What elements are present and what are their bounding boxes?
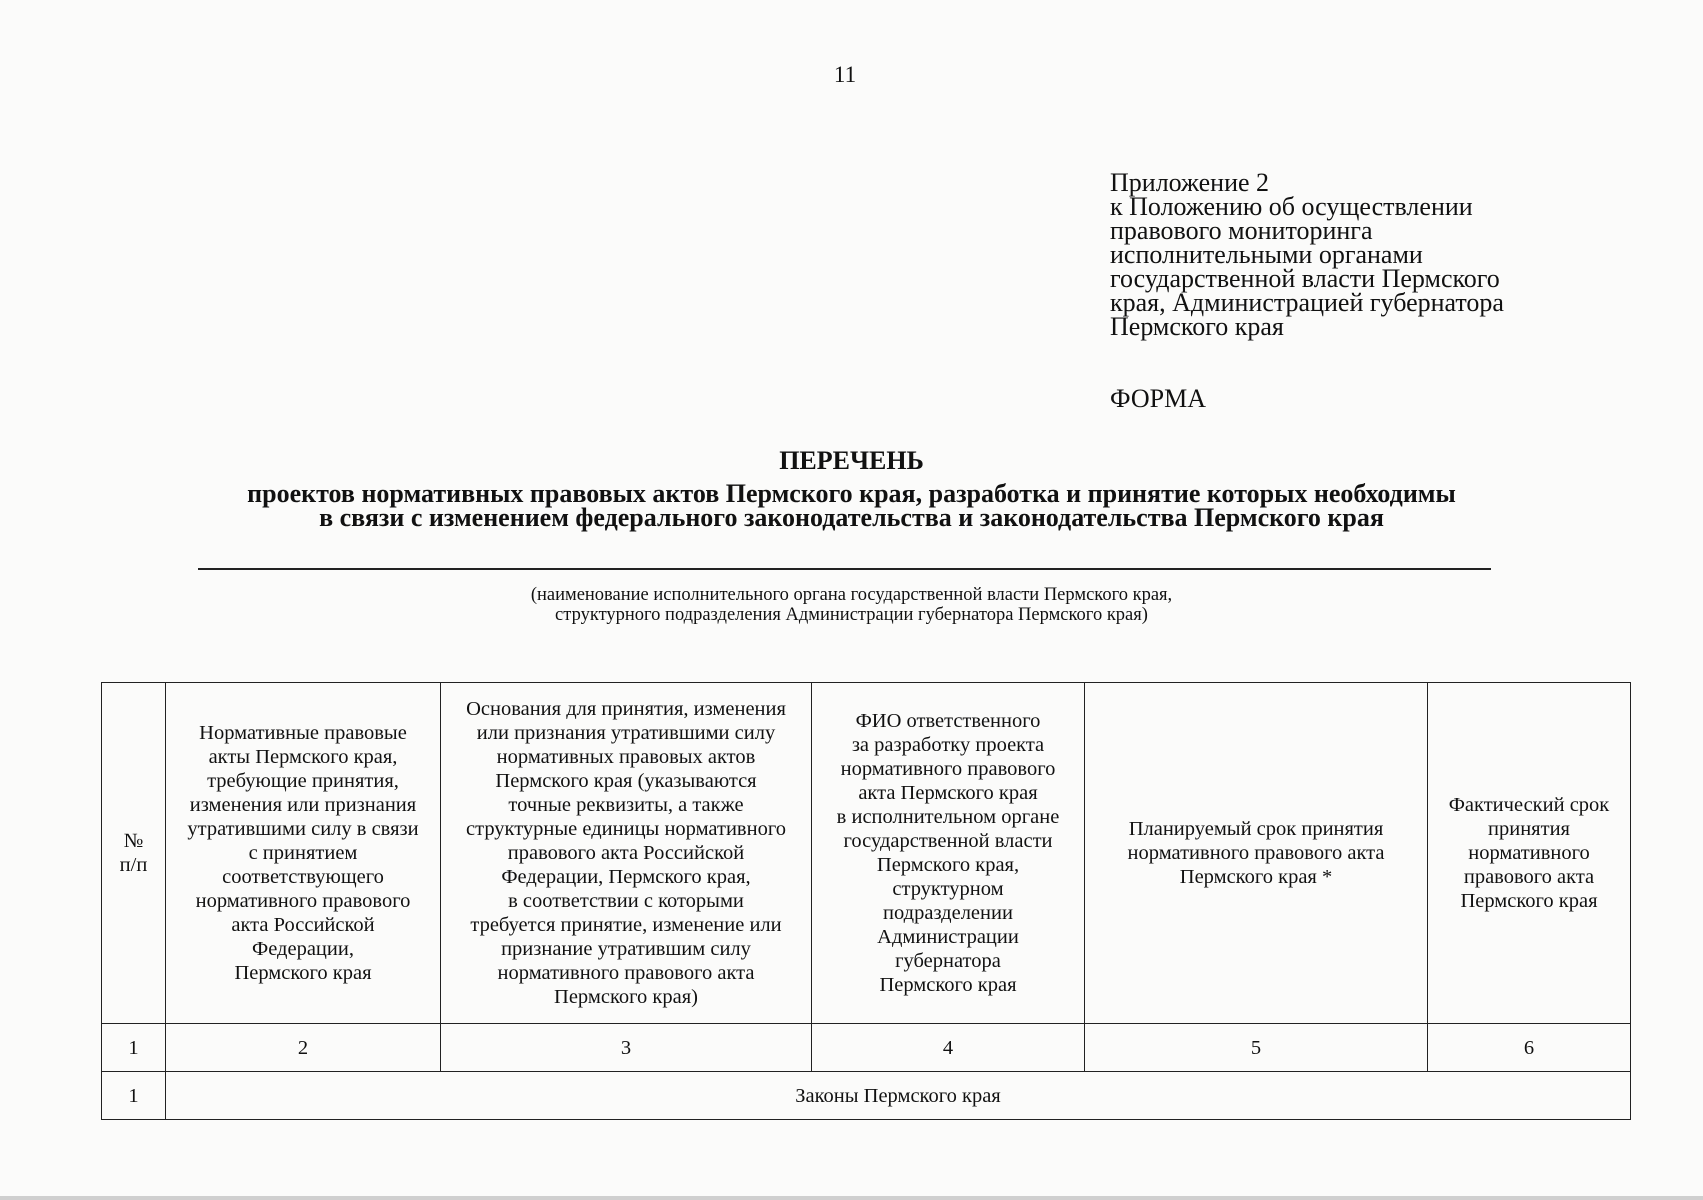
form-table <box>101 682 1631 1120</box>
table-header-row <box>102 683 1631 1024</box>
document-subtitle <box>0 479 1703 532</box>
header-cell-number: № п/п <box>102 683 166 1024</box>
appendix-line: исполнительными органами <box>1110 240 1423 269</box>
column-numbers-row <box>102 1024 1631 1072</box>
document-title: ПЕРЕЧЕНЬ <box>779 446 924 475</box>
column-number-cell: 4 <box>812 1024 1085 1072</box>
appendix-line: Пермского края <box>1110 312 1284 341</box>
page-number: 11 <box>833 62 857 87</box>
column-number-cell: 3 <box>441 1024 812 1072</box>
column-number-cell: 2 <box>166 1024 441 1072</box>
header-cell-grounds: Основания для принятия, изменения или признания утратившими силу нормативных правовых актов Пермского края (указываются точные реквизиты, а также структурные единицы нормативного правового акта Российской Федерации, Пермского края, в соответствии с которыми требуется принятие, изменение или признание утратившим силу нормативного правового акта Пермского края) <box>441 683 812 1024</box>
section-label-cell: Законы Пермского края <box>166 1072 1631 1120</box>
caption-line: (наименование исполнительного органа государственной власти Пермского края, <box>530 585 1173 605</box>
table-row <box>102 1072 1631 1120</box>
subtitle-line: в связи с изменением федерального законодательства и законодательства Пермского края <box>319 503 1384 532</box>
appendix-reference <box>1110 168 1670 341</box>
caption-line: структурного подразделения Администрации губернатора Пермского края) <box>555 605 1148 625</box>
appendix-line: государственной власти Пермского <box>1110 264 1500 293</box>
column-number-cell: 6 <box>1428 1024 1631 1072</box>
column-number-cell: 5 <box>1085 1024 1428 1072</box>
header-cell-planned-date: Планируемый срок принятия нормативного правового акта Пермского края * <box>1085 683 1428 1024</box>
appendix-line: правового мониторинга <box>1110 216 1373 245</box>
subtitle-line: проектов нормативных правовых актов Пермского края, разработка и принятие которых необходимы <box>247 479 1456 508</box>
column-number-cell: 1 <box>102 1024 166 1072</box>
fill-in-line <box>198 568 1491 570</box>
section-number-cell: 1 <box>102 1072 166 1120</box>
header-cell-actual-date: Фактический срок принятия нормативного правового акта Пермского края <box>1428 683 1631 1024</box>
appendix-line: к Положению об осуществлении <box>1110 192 1473 221</box>
form-label: ФОРМА <box>1110 384 1206 413</box>
appendix-line: Приложение 2 <box>1110 168 1270 197</box>
fill-in-caption <box>0 585 1703 625</box>
scan-edge <box>0 1196 1703 1200</box>
header-cell-responsible: ФИО ответственного за разработку проекта нормативного правового акта Пермского края в исполнительном органе государственной власти Пермского края, структурном подразделении Администрации губернатора Пермского края <box>812 683 1085 1024</box>
header-cell-acts: Нормативные правовые акты Пермского края, требующие принятия, изменения или признания утратившими силу в связи с принятием соответствующего нормативного правового акта Российской Федерации, Пермского края <box>166 683 441 1024</box>
appendix-line: края, Администрацией губернатора <box>1110 288 1504 317</box>
